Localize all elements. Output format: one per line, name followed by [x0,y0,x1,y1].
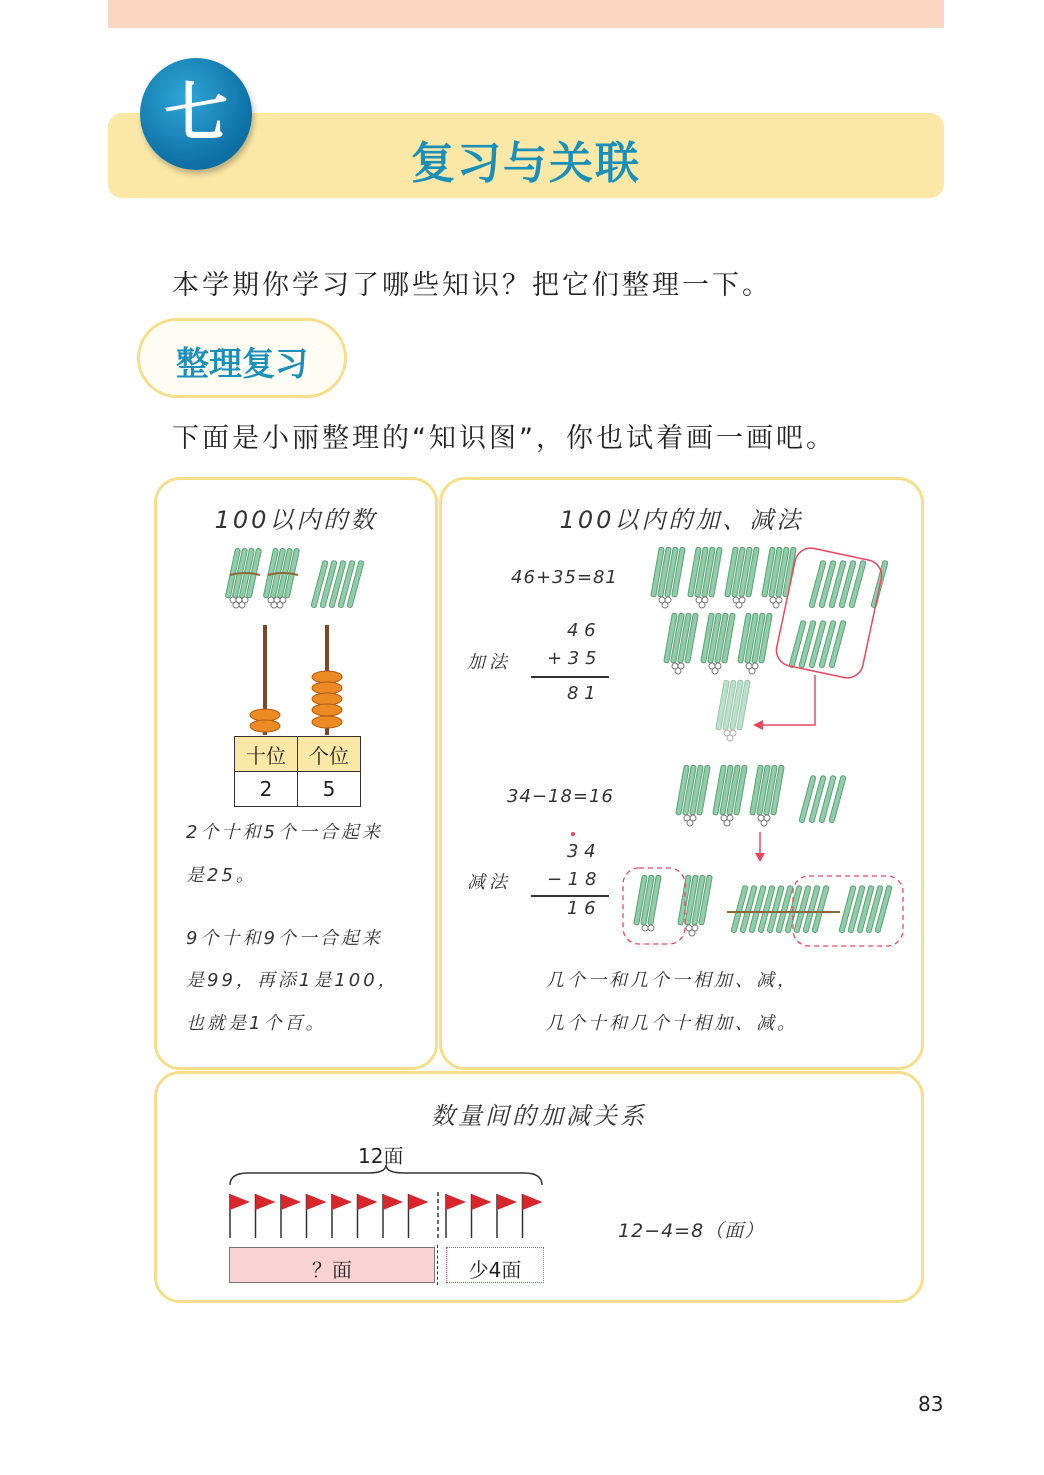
flag-icon [497,1194,517,1238]
addition-equation: 46+35=81 [511,567,618,588]
subtraction-sticks-illustration [615,760,915,950]
place-value-header-tens: 十位 [235,737,298,772]
panel-numbers-title: 100以内的数 [214,506,378,534]
intro-text: 本学期你学习了哪些知识？把它们整理一下。 [172,270,772,301]
total-flags-label: 12面 [358,1144,404,1168]
page-number: 83 [918,1392,944,1416]
addition-line [531,676,609,678]
flag-icon [383,1194,403,1238]
place-value-header-ones: 个位 [298,737,361,772]
note-100-line1: 9个十和9个一合起来 [186,928,383,949]
less-flags-label: 少4面 [468,1258,522,1282]
flag-icon [281,1194,301,1238]
add-sub-note-line1: 几个一和几个一相加、减， [546,970,798,991]
stick-bundle-icon [263,548,299,608]
stick-bundle-icon [225,548,261,608]
section-label: 整理复习 [176,344,308,383]
note-100-line3: 也就是1个百。 [186,1013,327,1034]
flags-row [228,1192,548,1240]
place-value-tens-digit: 2 [235,772,298,807]
top-color-band [108,0,944,28]
flag-icon [307,1194,327,1238]
subtraction-top-number: 3 4 [567,841,596,862]
subtraction-label: 减法 [467,872,511,893]
note-25-line1: 2个十和5个一合起来 [186,822,383,843]
relation-equation: 12−4=8（面） [618,1220,765,1242]
borrow-dot [571,832,575,836]
flag-icon [472,1194,492,1238]
chapter-number-badge: 七 [140,58,252,170]
subtraction-result: 1 6 [567,898,596,919]
flag-icon [523,1194,543,1238]
arrow-icon [757,675,815,725]
chapter-title: 复习与关联 [411,138,641,189]
place-value-table [234,736,361,807]
addition-label: 加法 [467,652,511,673]
unknown-flags-label: ？面 [312,1258,352,1282]
addition-second-number: + 3 5 [547,648,597,669]
flag-icon [256,1194,276,1238]
stick-bundle-icon [634,765,785,936]
note-25-line2: 是25。 [186,865,257,886]
addition-top-number: 4 6 [567,620,596,641]
flag-icon [230,1194,250,1238]
subtraction-second-number: − 1 8 [547,869,597,890]
note-100-line2: 是99，再添1是100， [186,970,399,991]
sticks-illustration-25 [215,545,375,615]
instruction-text: 下面是小丽整理的“知识图”，你也试着画一画吧。 [172,423,836,454]
subtraction-equation: 34−18=16 [507,786,614,807]
total-brace [228,1165,544,1189]
addition-sticks-illustration [645,545,895,745]
place-value-ones-digit: 5 [298,772,361,807]
bar-divider [437,1245,438,1285]
flag-icon [446,1194,466,1238]
flag-icon [358,1194,378,1238]
abacus-icon [240,625,360,737]
stick-bundle-icon [651,547,797,741]
addition-result: 8 1 [567,683,596,704]
flag-icon [332,1194,352,1238]
panel-add-subtract-title: 100以内的加、减法 [559,506,804,534]
single-sticks-icon [311,560,364,608]
flag-icon [409,1194,429,1238]
add-sub-note-line2: 几个十和几个十相加、减。 [546,1013,798,1034]
panel-relations-title: 数量间的加减关系 [431,1102,647,1130]
subtraction-line [531,895,609,897]
